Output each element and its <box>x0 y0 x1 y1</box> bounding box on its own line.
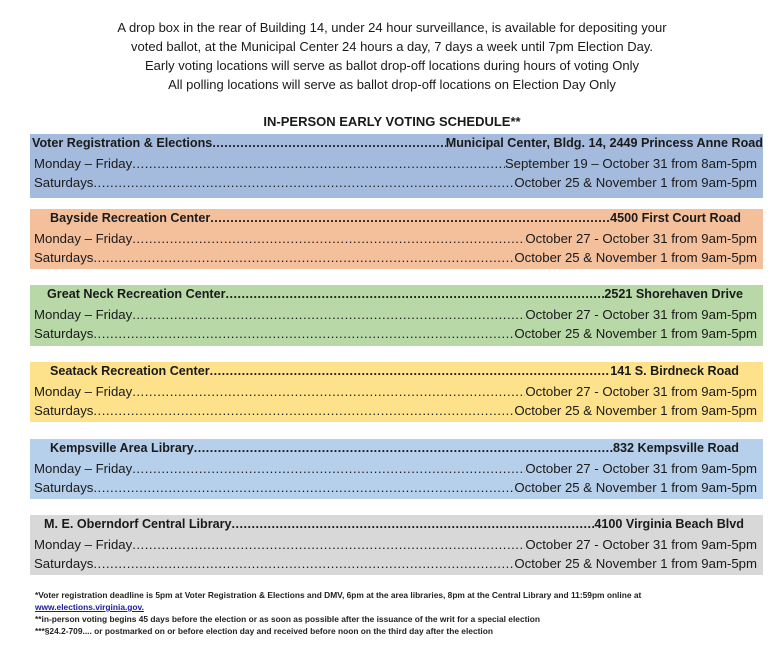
dot-leader <box>132 305 525 325</box>
location-title-row <box>30 134 763 154</box>
weekday-row <box>30 459 763 479</box>
weekday-row <box>30 229 763 249</box>
saturday-label: Saturdays <box>34 326 94 341</box>
weekday-hours: October 27 - October 31 from 9am-5pm <box>525 230 757 246</box>
saturday-label: Saturdays <box>34 175 94 190</box>
weekday-label: Monday – Friday <box>34 306 133 322</box>
intro-line-4: All polling locations will serve as ballot drop-off locations on Election Day Only <box>168 77 616 92</box>
location-address: 4500 First Court Road <box>610 211 741 225</box>
weekday-label: Monday – Friday <box>34 536 133 552</box>
saturday-hours: October 25 & November 1 from 9am-5pm <box>514 403 757 418</box>
location-address: 2521 Shorehaven Drive <box>604 287 743 301</box>
footnote-statute: ***§24.2-709.... or postmarked on or before election day and received before noon on the third day after the election <box>35 626 493 636</box>
dot-leader <box>132 382 525 402</box>
dot-leader <box>210 362 611 382</box>
saturday-row <box>30 173 763 193</box>
schedule-heading: IN-PERSON EARLY VOTING SCHEDULE** <box>263 114 521 129</box>
weekday-hours: September 19 – October 31 from 8am-5pm <box>504 155 757 171</box>
intro-line-1: A drop box in the rear of Building 14, under 24 hour surveillance, is available for depositing your <box>117 20 667 35</box>
location-name: Seatack Recreation Center <box>50 364 210 378</box>
weekday-hours: October 27 - October 31 from 9am-5pm <box>525 536 757 552</box>
location-address: Municipal Center, Bldg. 14, 2449 Princess Anne Road <box>445 136 763 150</box>
saturday-row <box>30 478 763 498</box>
elections-virginia-link[interactable]: www.elections.virginia.gov. <box>35 602 144 612</box>
saturday-label: Saturdays <box>34 480 94 495</box>
weekday-label: Monday – Friday <box>34 230 133 246</box>
location-address: 141 S. Birdneck Road <box>610 364 739 378</box>
weekday-hours: October 27 - October 31 from 9am-5pm <box>525 383 757 399</box>
dot-leader <box>210 209 610 229</box>
location-title-row <box>30 362 763 382</box>
dot-leader <box>93 248 514 268</box>
saturday-row <box>30 554 763 574</box>
dot-leader <box>132 229 525 249</box>
intro-line-3: Early voting locations will serve as ballot drop-off locations during hours of voting Only <box>144 58 639 73</box>
location-block <box>30 209 763 269</box>
location-block <box>30 515 763 575</box>
dot-leader <box>225 285 604 305</box>
dot-leader <box>194 439 613 459</box>
location-address: 832 Kempsville Road <box>613 441 739 455</box>
footnote-in-person: **in-person voting begins 45 days before the election or as soon as possible after the issuance of the writ for a special election <box>35 614 540 624</box>
saturday-label: Saturdays <box>34 556 94 571</box>
weekday-row <box>30 154 763 174</box>
location-block <box>30 439 763 499</box>
location-block <box>30 362 763 422</box>
footnote-link-line <box>35 602 770 614</box>
saturday-row <box>30 324 763 344</box>
location-title-row <box>30 209 763 229</box>
saturday-row <box>30 401 763 421</box>
dot-leader <box>132 459 525 479</box>
weekday-label: Monday – Friday <box>34 460 133 476</box>
dot-leader <box>232 515 595 535</box>
dot-leader <box>93 173 514 193</box>
dot-leader <box>93 324 514 344</box>
weekday-row <box>30 535 763 555</box>
weekday-label: Monday – Friday <box>34 155 133 171</box>
saturday-hours: October 25 & November 1 from 9am-5pm <box>514 556 757 571</box>
dot-leader <box>93 478 514 498</box>
dot-leader <box>132 535 525 555</box>
saturday-label: Saturdays <box>34 403 94 418</box>
dot-leader <box>212 134 445 154</box>
saturday-hours: October 25 & November 1 from 9am-5pm <box>514 175 757 190</box>
dot-leader <box>132 154 505 174</box>
intro-line-2: voted ballot, at the Municipal Center 24 hours a day, 7 days a week until 7pm Election Day. <box>131 39 653 54</box>
location-title-row <box>30 515 763 535</box>
location-address: 4100 Virginia Beach Blvd <box>594 517 744 531</box>
weekday-hours: October 27 - October 31 from 9am-5pm <box>525 460 757 476</box>
saturday-hours: October 25 & November 1 from 9am-5pm <box>514 480 757 495</box>
saturday-hours: October 25 & November 1 from 9am-5pm <box>514 250 757 265</box>
location-title-row <box>30 285 763 305</box>
location-name: Kempsville Area Library <box>50 441 194 455</box>
weekday-label: Monday – Friday <box>34 383 133 399</box>
dot-leader <box>93 401 514 421</box>
location-name: M. E. Oberndorf Central Library <box>44 517 232 531</box>
location-title-row <box>30 439 763 459</box>
location-block <box>30 285 763 346</box>
saturday-label: Saturdays <box>34 250 94 265</box>
weekday-row <box>30 382 763 402</box>
footnote-registration-deadline: *Voter registration deadline is 5pm at Voter Registration & Elections and DMV, 6pm at the area libraries, 8pm at the Central Library and 11:59pm online at <box>35 590 642 600</box>
location-name: Voter Registration & Elections <box>32 136 213 150</box>
saturday-row <box>30 248 763 268</box>
weekday-hours: October 27 - October 31 from 9am-5pm <box>525 306 757 322</box>
weekday-row <box>30 305 763 325</box>
dot-leader <box>93 554 514 574</box>
location-name: Great Neck Recreation Center <box>47 287 226 301</box>
saturday-hours: October 25 & November 1 from 9am-5pm <box>514 326 757 341</box>
location-name: Bayside Recreation Center <box>50 211 211 225</box>
location-block <box>30 134 763 198</box>
